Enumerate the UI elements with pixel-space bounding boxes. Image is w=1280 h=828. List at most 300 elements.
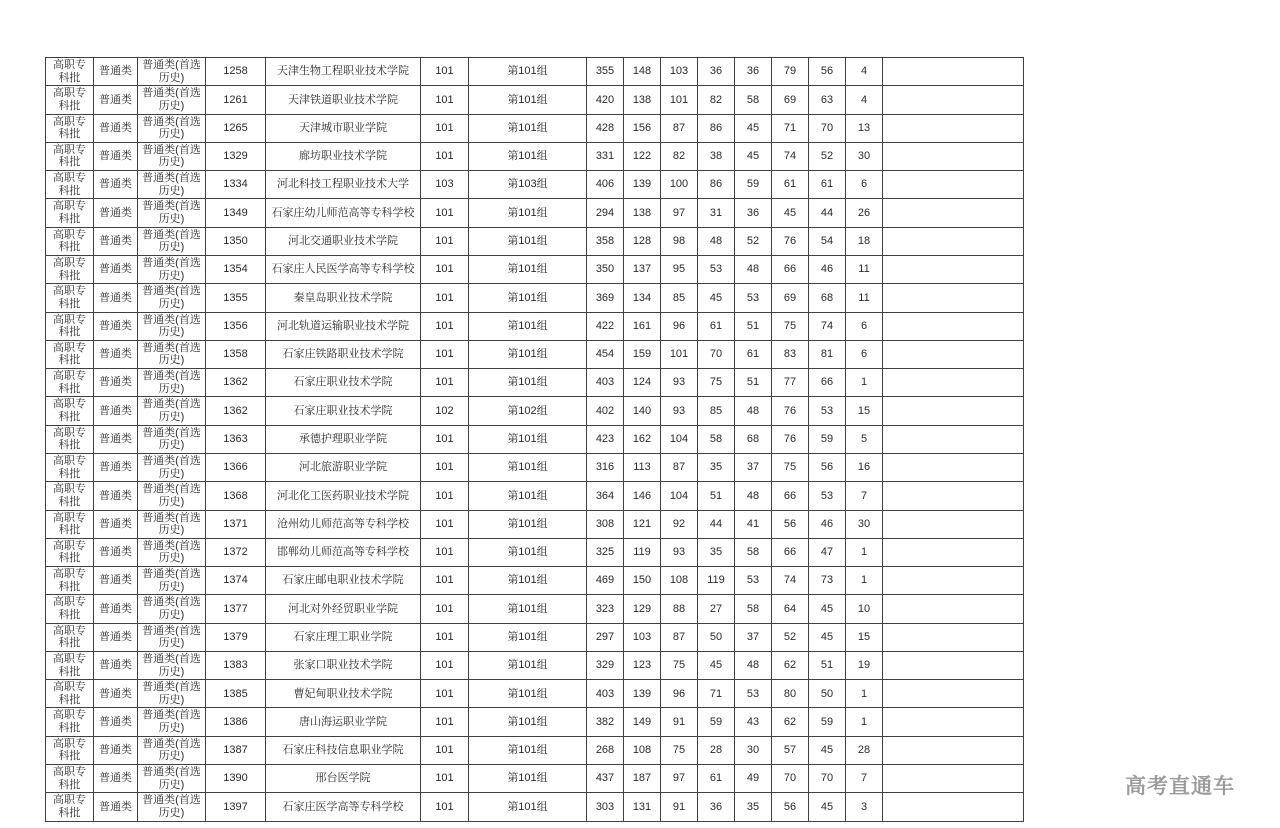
cell-stat-4: 31 <box>698 199 735 227</box>
cell-batch: 高职专科批 <box>46 623 94 651</box>
cell-group-name: 第101组 <box>469 453 587 481</box>
cell-stat-3: 101 <box>661 86 698 114</box>
cell-school-name: 天津城市职业学院 <box>266 114 421 142</box>
cell-stat-6: 56 <box>772 510 809 538</box>
cell-stat-4: 38 <box>698 142 735 170</box>
cell-stat-2: 162 <box>624 425 661 453</box>
cell-stat-2: 140 <box>624 397 661 425</box>
cell-group-name: 第102组 <box>469 397 587 425</box>
table-row <box>46 171 1024 199</box>
cell-stat-8: 3 <box>846 793 883 821</box>
cell-stat-4: 59 <box>698 708 735 736</box>
cell-stat-4: 48 <box>698 227 735 255</box>
cell-school-name: 石家庄职业技术学院 <box>266 369 421 397</box>
cell-group-number: 101 <box>421 765 469 793</box>
cell-trailing-empty <box>883 453 1024 481</box>
cell-group-number: 101 <box>421 227 469 255</box>
cell-stat-1: 329 <box>587 651 624 679</box>
cell-school-name: 河北科技工程职业技术大学 <box>266 171 421 199</box>
cell-group-name: 第101组 <box>469 425 587 453</box>
cell-stat-6: 56 <box>772 793 809 821</box>
cell-batch: 高职专科批 <box>46 567 94 595</box>
cell-stat-8: 6 <box>846 340 883 368</box>
table-row <box>46 793 1024 821</box>
cell-school-name: 石家庄科技信息职业学院 <box>266 736 421 764</box>
cell-school-name: 河北对外经贸职业学院 <box>266 595 421 623</box>
cell-school-name: 石家庄人民医学高等专科学校 <box>266 255 421 283</box>
cell-batch: 高职专科批 <box>46 86 94 114</box>
cell-batch: 高职专科批 <box>46 595 94 623</box>
cell-subcategory: 普通类(首选历史) <box>138 736 206 764</box>
cell-stat-4: 50 <box>698 623 735 651</box>
cell-stat-1: 308 <box>587 510 624 538</box>
table-row <box>46 453 1024 481</box>
cell-trailing-empty <box>883 538 1024 566</box>
cell-subcategory: 普通类(首选历史) <box>138 793 206 821</box>
cell-stat-4: 85 <box>698 397 735 425</box>
cell-stat-7: 73 <box>809 567 846 595</box>
cell-group-number: 102 <box>421 397 469 425</box>
cell-batch: 高职专科批 <box>46 680 94 708</box>
cell-group-name: 第101组 <box>469 793 587 821</box>
cell-group-name: 第101组 <box>469 651 587 679</box>
cell-school-name: 张家口职业技术学院 <box>266 651 421 679</box>
cell-stat-7: 46 <box>809 510 846 538</box>
cell-stat-6: 75 <box>772 312 809 340</box>
cell-code: 1261 <box>206 86 266 114</box>
cell-stat-5: 41 <box>735 510 772 538</box>
cell-stat-6: 69 <box>772 284 809 312</box>
cell-stat-7: 53 <box>809 482 846 510</box>
cell-stat-2: 148 <box>624 58 661 86</box>
cell-category: 普通类 <box>94 369 138 397</box>
cell-stat-5: 35 <box>735 793 772 821</box>
cell-stat-4: 35 <box>698 538 735 566</box>
cell-stat-8: 30 <box>846 142 883 170</box>
cell-stat-8: 13 <box>846 114 883 142</box>
cell-category: 普通类 <box>94 58 138 86</box>
cell-batch: 高职专科批 <box>46 510 94 538</box>
cell-group-name: 第101组 <box>469 86 587 114</box>
cell-stat-8: 7 <box>846 482 883 510</box>
cell-category: 普通类 <box>94 199 138 227</box>
cell-stat-4: 75 <box>698 369 735 397</box>
cell-stat-8: 10 <box>846 595 883 623</box>
cell-stat-8: 16 <box>846 453 883 481</box>
cell-group-number: 103 <box>421 171 469 199</box>
cell-group-number: 101 <box>421 567 469 595</box>
cell-batch: 高职专科批 <box>46 538 94 566</box>
cell-category: 普通类 <box>94 736 138 764</box>
cell-stat-2: 134 <box>624 284 661 312</box>
table-row <box>46 397 1024 425</box>
table-row <box>46 482 1024 510</box>
cell-stat-1: 369 <box>587 284 624 312</box>
cell-category: 普通类 <box>94 425 138 453</box>
cell-stat-3: 75 <box>661 736 698 764</box>
cell-group-number: 101 <box>421 708 469 736</box>
cell-code: 1362 <box>206 369 266 397</box>
cell-category: 普通类 <box>94 538 138 566</box>
cell-stat-1: 358 <box>587 227 624 255</box>
cell-trailing-empty <box>883 369 1024 397</box>
cell-school-name: 天津生物工程职业技术学院 <box>266 58 421 86</box>
cell-stat-5: 59 <box>735 171 772 199</box>
cell-stat-3: 92 <box>661 510 698 538</box>
cell-school-name: 石家庄医学高等专科学校 <box>266 793 421 821</box>
cell-batch: 高职专科批 <box>46 199 94 227</box>
table-row <box>46 114 1024 142</box>
cell-group-name: 第101组 <box>469 482 587 510</box>
cell-stat-5: 48 <box>735 397 772 425</box>
cell-code: 1385 <box>206 680 266 708</box>
cell-subcategory: 普通类(首选历史) <box>138 340 206 368</box>
cell-stat-1: 423 <box>587 425 624 453</box>
cell-group-number: 101 <box>421 482 469 510</box>
cell-subcategory: 普通类(首选历史) <box>138 255 206 283</box>
table-row <box>46 312 1024 340</box>
cell-trailing-empty <box>883 680 1024 708</box>
cell-group-name: 第101组 <box>469 623 587 651</box>
cell-stat-1: 406 <box>587 171 624 199</box>
cell-code: 1383 <box>206 651 266 679</box>
cell-category: 普通类 <box>94 312 138 340</box>
cell-stat-4: 119 <box>698 567 735 595</box>
cell-group-number: 101 <box>421 680 469 708</box>
cell-stat-2: 159 <box>624 340 661 368</box>
cell-category: 普通类 <box>94 595 138 623</box>
cell-stat-5: 45 <box>735 142 772 170</box>
table-row <box>46 369 1024 397</box>
cell-code: 1363 <box>206 425 266 453</box>
cell-subcategory: 普通类(首选历史) <box>138 680 206 708</box>
cell-school-name: 邢台医学院 <box>266 765 421 793</box>
cell-stat-7: 45 <box>809 623 846 651</box>
cell-code: 1379 <box>206 623 266 651</box>
cell-stat-8: 1 <box>846 708 883 736</box>
cell-group-name: 第101组 <box>469 114 587 142</box>
cell-stat-7: 44 <box>809 199 846 227</box>
cell-code: 1371 <box>206 510 266 538</box>
cell-code: 1354 <box>206 255 266 283</box>
cell-stat-3: 88 <box>661 595 698 623</box>
cell-category: 普通类 <box>94 680 138 708</box>
cell-code: 1377 <box>206 595 266 623</box>
cell-stat-8: 30 <box>846 510 883 538</box>
cell-group-number: 101 <box>421 58 469 86</box>
table-row <box>46 708 1024 736</box>
cell-stat-7: 56 <box>809 453 846 481</box>
cell-stat-3: 101 <box>661 340 698 368</box>
cell-group-number: 101 <box>421 595 469 623</box>
cell-stat-3: 85 <box>661 284 698 312</box>
cell-category: 普通类 <box>94 340 138 368</box>
cell-trailing-empty <box>883 708 1024 736</box>
cell-stat-6: 66 <box>772 538 809 566</box>
cell-batch: 高职专科批 <box>46 312 94 340</box>
cell-trailing-empty <box>883 312 1024 340</box>
cell-school-name: 秦皇岛职业技术学院 <box>266 284 421 312</box>
cell-category: 普通类 <box>94 510 138 538</box>
cell-stat-3: 100 <box>661 171 698 199</box>
cell-subcategory: 普通类(首选历史) <box>138 312 206 340</box>
cell-code: 1390 <box>206 765 266 793</box>
cell-stat-6: 77 <box>772 369 809 397</box>
cell-stat-5: 53 <box>735 567 772 595</box>
cell-category: 普通类 <box>94 114 138 142</box>
cell-school-name: 石家庄职业技术学院 <box>266 397 421 425</box>
cell-stat-3: 97 <box>661 199 698 227</box>
cell-stat-2: 161 <box>624 312 661 340</box>
cell-subcategory: 普通类(首选历史) <box>138 397 206 425</box>
cell-group-name: 第101组 <box>469 510 587 538</box>
cell-stat-4: 53 <box>698 255 735 283</box>
cell-stat-7: 70 <box>809 765 846 793</box>
cell-stat-2: 146 <box>624 482 661 510</box>
cell-stat-8: 11 <box>846 284 883 312</box>
cell-group-number: 101 <box>421 651 469 679</box>
cell-category: 普通类 <box>94 227 138 255</box>
table-row <box>46 567 1024 595</box>
cell-stat-4: 45 <box>698 284 735 312</box>
cell-group-name: 第101组 <box>469 736 587 764</box>
cell-stat-5: 68 <box>735 425 772 453</box>
cell-stat-5: 37 <box>735 623 772 651</box>
table-row <box>46 284 1024 312</box>
cell-stat-7: 81 <box>809 340 846 368</box>
cell-stat-7: 74 <box>809 312 846 340</box>
cell-stat-3: 96 <box>661 680 698 708</box>
cell-stat-6: 76 <box>772 397 809 425</box>
cell-stat-5: 36 <box>735 58 772 86</box>
cell-group-name: 第101组 <box>469 284 587 312</box>
cell-school-name: 承德护理职业学院 <box>266 425 421 453</box>
table-row <box>46 623 1024 651</box>
cell-group-name: 第101组 <box>469 227 587 255</box>
cell-batch: 高职专科批 <box>46 793 94 821</box>
cell-stat-6: 76 <box>772 227 809 255</box>
cell-trailing-empty <box>883 340 1024 368</box>
cell-school-name: 河北旅游职业学院 <box>266 453 421 481</box>
cell-category: 普通类 <box>94 708 138 736</box>
cell-stat-1: 402 <box>587 397 624 425</box>
cell-stat-1: 382 <box>587 708 624 736</box>
cell-trailing-empty <box>883 142 1024 170</box>
cell-subcategory: 普通类(首选历史) <box>138 453 206 481</box>
cell-stat-2: 124 <box>624 369 661 397</box>
cell-stat-1: 294 <box>587 199 624 227</box>
cell-stat-2: 129 <box>624 595 661 623</box>
cell-batch: 高职专科批 <box>46 651 94 679</box>
cell-stat-8: 15 <box>846 623 883 651</box>
cell-school-name: 石家庄邮电职业技术学院 <box>266 567 421 595</box>
cell-subcategory: 普通类(首选历史) <box>138 227 206 255</box>
cell-stat-2: 187 <box>624 765 661 793</box>
cell-stat-5: 53 <box>735 680 772 708</box>
cell-stat-7: 51 <box>809 651 846 679</box>
cell-stat-7: 45 <box>809 793 846 821</box>
cell-code: 1329 <box>206 142 266 170</box>
cell-subcategory: 普通类(首选历史) <box>138 595 206 623</box>
cell-subcategory: 普通类(首选历史) <box>138 142 206 170</box>
table-row <box>46 680 1024 708</box>
cell-stat-7: 56 <box>809 58 846 86</box>
cell-stat-3: 91 <box>661 793 698 821</box>
cell-stat-5: 36 <box>735 199 772 227</box>
cell-stat-7: 53 <box>809 397 846 425</box>
cell-trailing-empty <box>883 227 1024 255</box>
cell-group-number: 101 <box>421 284 469 312</box>
cell-stat-7: 47 <box>809 538 846 566</box>
cell-stat-1: 420 <box>587 86 624 114</box>
cell-stat-2: 123 <box>624 651 661 679</box>
cell-group-number: 101 <box>421 199 469 227</box>
cell-category: 普通类 <box>94 171 138 199</box>
cell-stat-6: 79 <box>772 58 809 86</box>
cell-stat-1: 297 <box>587 623 624 651</box>
cell-stat-1: 422 <box>587 312 624 340</box>
cell-stat-2: 108 <box>624 736 661 764</box>
cell-school-name: 天津铁道职业技术学院 <box>266 86 421 114</box>
cell-stat-6: 57 <box>772 736 809 764</box>
cell-stat-6: 61 <box>772 171 809 199</box>
cell-category: 普通类 <box>94 453 138 481</box>
cell-stat-7: 63 <box>809 86 846 114</box>
cell-trailing-empty <box>883 736 1024 764</box>
gaokao-zhitongche-watermark: 高考直通车 <box>1125 775 1235 798</box>
cell-group-name: 第101组 <box>469 312 587 340</box>
cell-school-name: 唐山海运职业学院 <box>266 708 421 736</box>
cell-stat-6: 80 <box>772 680 809 708</box>
cell-stat-7: 45 <box>809 736 846 764</box>
cell-stat-6: 52 <box>772 623 809 651</box>
cell-stat-4: 71 <box>698 680 735 708</box>
cell-category: 普通类 <box>94 567 138 595</box>
cell-group-name: 第101组 <box>469 765 587 793</box>
cell-stat-3: 87 <box>661 623 698 651</box>
cell-school-name: 石家庄理工职业学院 <box>266 623 421 651</box>
cell-stat-4: 45 <box>698 651 735 679</box>
cell-stat-2: 122 <box>624 142 661 170</box>
cell-school-name: 河北轨道运输职业技术学院 <box>266 312 421 340</box>
admission-scores-table-wrap <box>45 57 1024 822</box>
cell-stat-2: 113 <box>624 453 661 481</box>
cell-stat-8: 26 <box>846 199 883 227</box>
cell-stat-2: 149 <box>624 708 661 736</box>
cell-group-name: 第101组 <box>469 680 587 708</box>
cell-code: 1358 <box>206 340 266 368</box>
cell-stat-7: 46 <box>809 255 846 283</box>
cell-stat-7: 52 <box>809 142 846 170</box>
cell-code: 1366 <box>206 453 266 481</box>
cell-stat-4: 61 <box>698 765 735 793</box>
cell-stat-2: 119 <box>624 538 661 566</box>
cell-code: 1386 <box>206 708 266 736</box>
cell-stat-6: 62 <box>772 651 809 679</box>
cell-group-name: 第101组 <box>469 708 587 736</box>
cell-stat-2: 138 <box>624 86 661 114</box>
cell-group-name: 第101组 <box>469 255 587 283</box>
cell-stat-2: 138 <box>624 199 661 227</box>
cell-stat-1: 403 <box>587 680 624 708</box>
cell-stat-6: 74 <box>772 142 809 170</box>
cell-group-number: 101 <box>421 538 469 566</box>
cell-stat-1: 303 <box>587 793 624 821</box>
table-row <box>46 765 1024 793</box>
cell-stat-3: 98 <box>661 227 698 255</box>
cell-stat-5: 61 <box>735 340 772 368</box>
cell-stat-4: 36 <box>698 793 735 821</box>
cell-group-number: 101 <box>421 425 469 453</box>
cell-batch: 高职专科批 <box>46 369 94 397</box>
cell-school-name: 河北交通职业技术学院 <box>266 227 421 255</box>
cell-stat-2: 139 <box>624 171 661 199</box>
cell-stat-3: 91 <box>661 708 698 736</box>
cell-group-number: 101 <box>421 142 469 170</box>
cell-stat-3: 93 <box>661 369 698 397</box>
cell-stat-8: 1 <box>846 680 883 708</box>
table-row <box>46 58 1024 86</box>
cell-batch: 高职专科批 <box>46 255 94 283</box>
table-row <box>46 227 1024 255</box>
cell-stat-5: 48 <box>735 482 772 510</box>
cell-code: 1372 <box>206 538 266 566</box>
cell-stat-1: 268 <box>587 736 624 764</box>
cell-category: 普通类 <box>94 255 138 283</box>
cell-code: 1355 <box>206 284 266 312</box>
cell-stat-5: 58 <box>735 86 772 114</box>
cell-stat-6: 69 <box>772 86 809 114</box>
cell-stat-7: 66 <box>809 369 846 397</box>
cell-trailing-empty <box>883 86 1024 114</box>
cell-stat-4: 82 <box>698 86 735 114</box>
cell-stat-1: 403 <box>587 369 624 397</box>
cell-stat-8: 1 <box>846 567 883 595</box>
cell-stat-7: 70 <box>809 114 846 142</box>
cell-code: 1397 <box>206 793 266 821</box>
cell-subcategory: 普通类(首选历史) <box>138 510 206 538</box>
cell-group-name: 第101组 <box>469 199 587 227</box>
cell-stat-5: 48 <box>735 255 772 283</box>
cell-stat-8: 19 <box>846 651 883 679</box>
cell-stat-5: 51 <box>735 312 772 340</box>
cell-stat-6: 74 <box>772 567 809 595</box>
cell-stat-7: 59 <box>809 425 846 453</box>
cell-stat-7: 68 <box>809 284 846 312</box>
table-row <box>46 651 1024 679</box>
table-row <box>46 255 1024 283</box>
cell-batch: 高职专科批 <box>46 340 94 368</box>
table-body <box>46 58 1024 822</box>
cell-stat-3: 104 <box>661 482 698 510</box>
cell-category: 普通类 <box>94 284 138 312</box>
cell-category: 普通类 <box>94 793 138 821</box>
cell-stat-4: 27 <box>698 595 735 623</box>
cell-stat-8: 4 <box>846 86 883 114</box>
cell-batch: 高职专科批 <box>46 708 94 736</box>
cell-group-number: 101 <box>421 312 469 340</box>
cell-code: 1334 <box>206 171 266 199</box>
cell-subcategory: 普通类(首选历史) <box>138 58 206 86</box>
cell-batch: 高职专科批 <box>46 227 94 255</box>
cell-stat-8: 5 <box>846 425 883 453</box>
cell-stat-4: 86 <box>698 171 735 199</box>
cell-trailing-empty <box>883 397 1024 425</box>
cell-stat-1: 331 <box>587 142 624 170</box>
cell-group-name: 第101组 <box>469 538 587 566</box>
cell-group-number: 101 <box>421 623 469 651</box>
cell-group-name: 第101组 <box>469 142 587 170</box>
